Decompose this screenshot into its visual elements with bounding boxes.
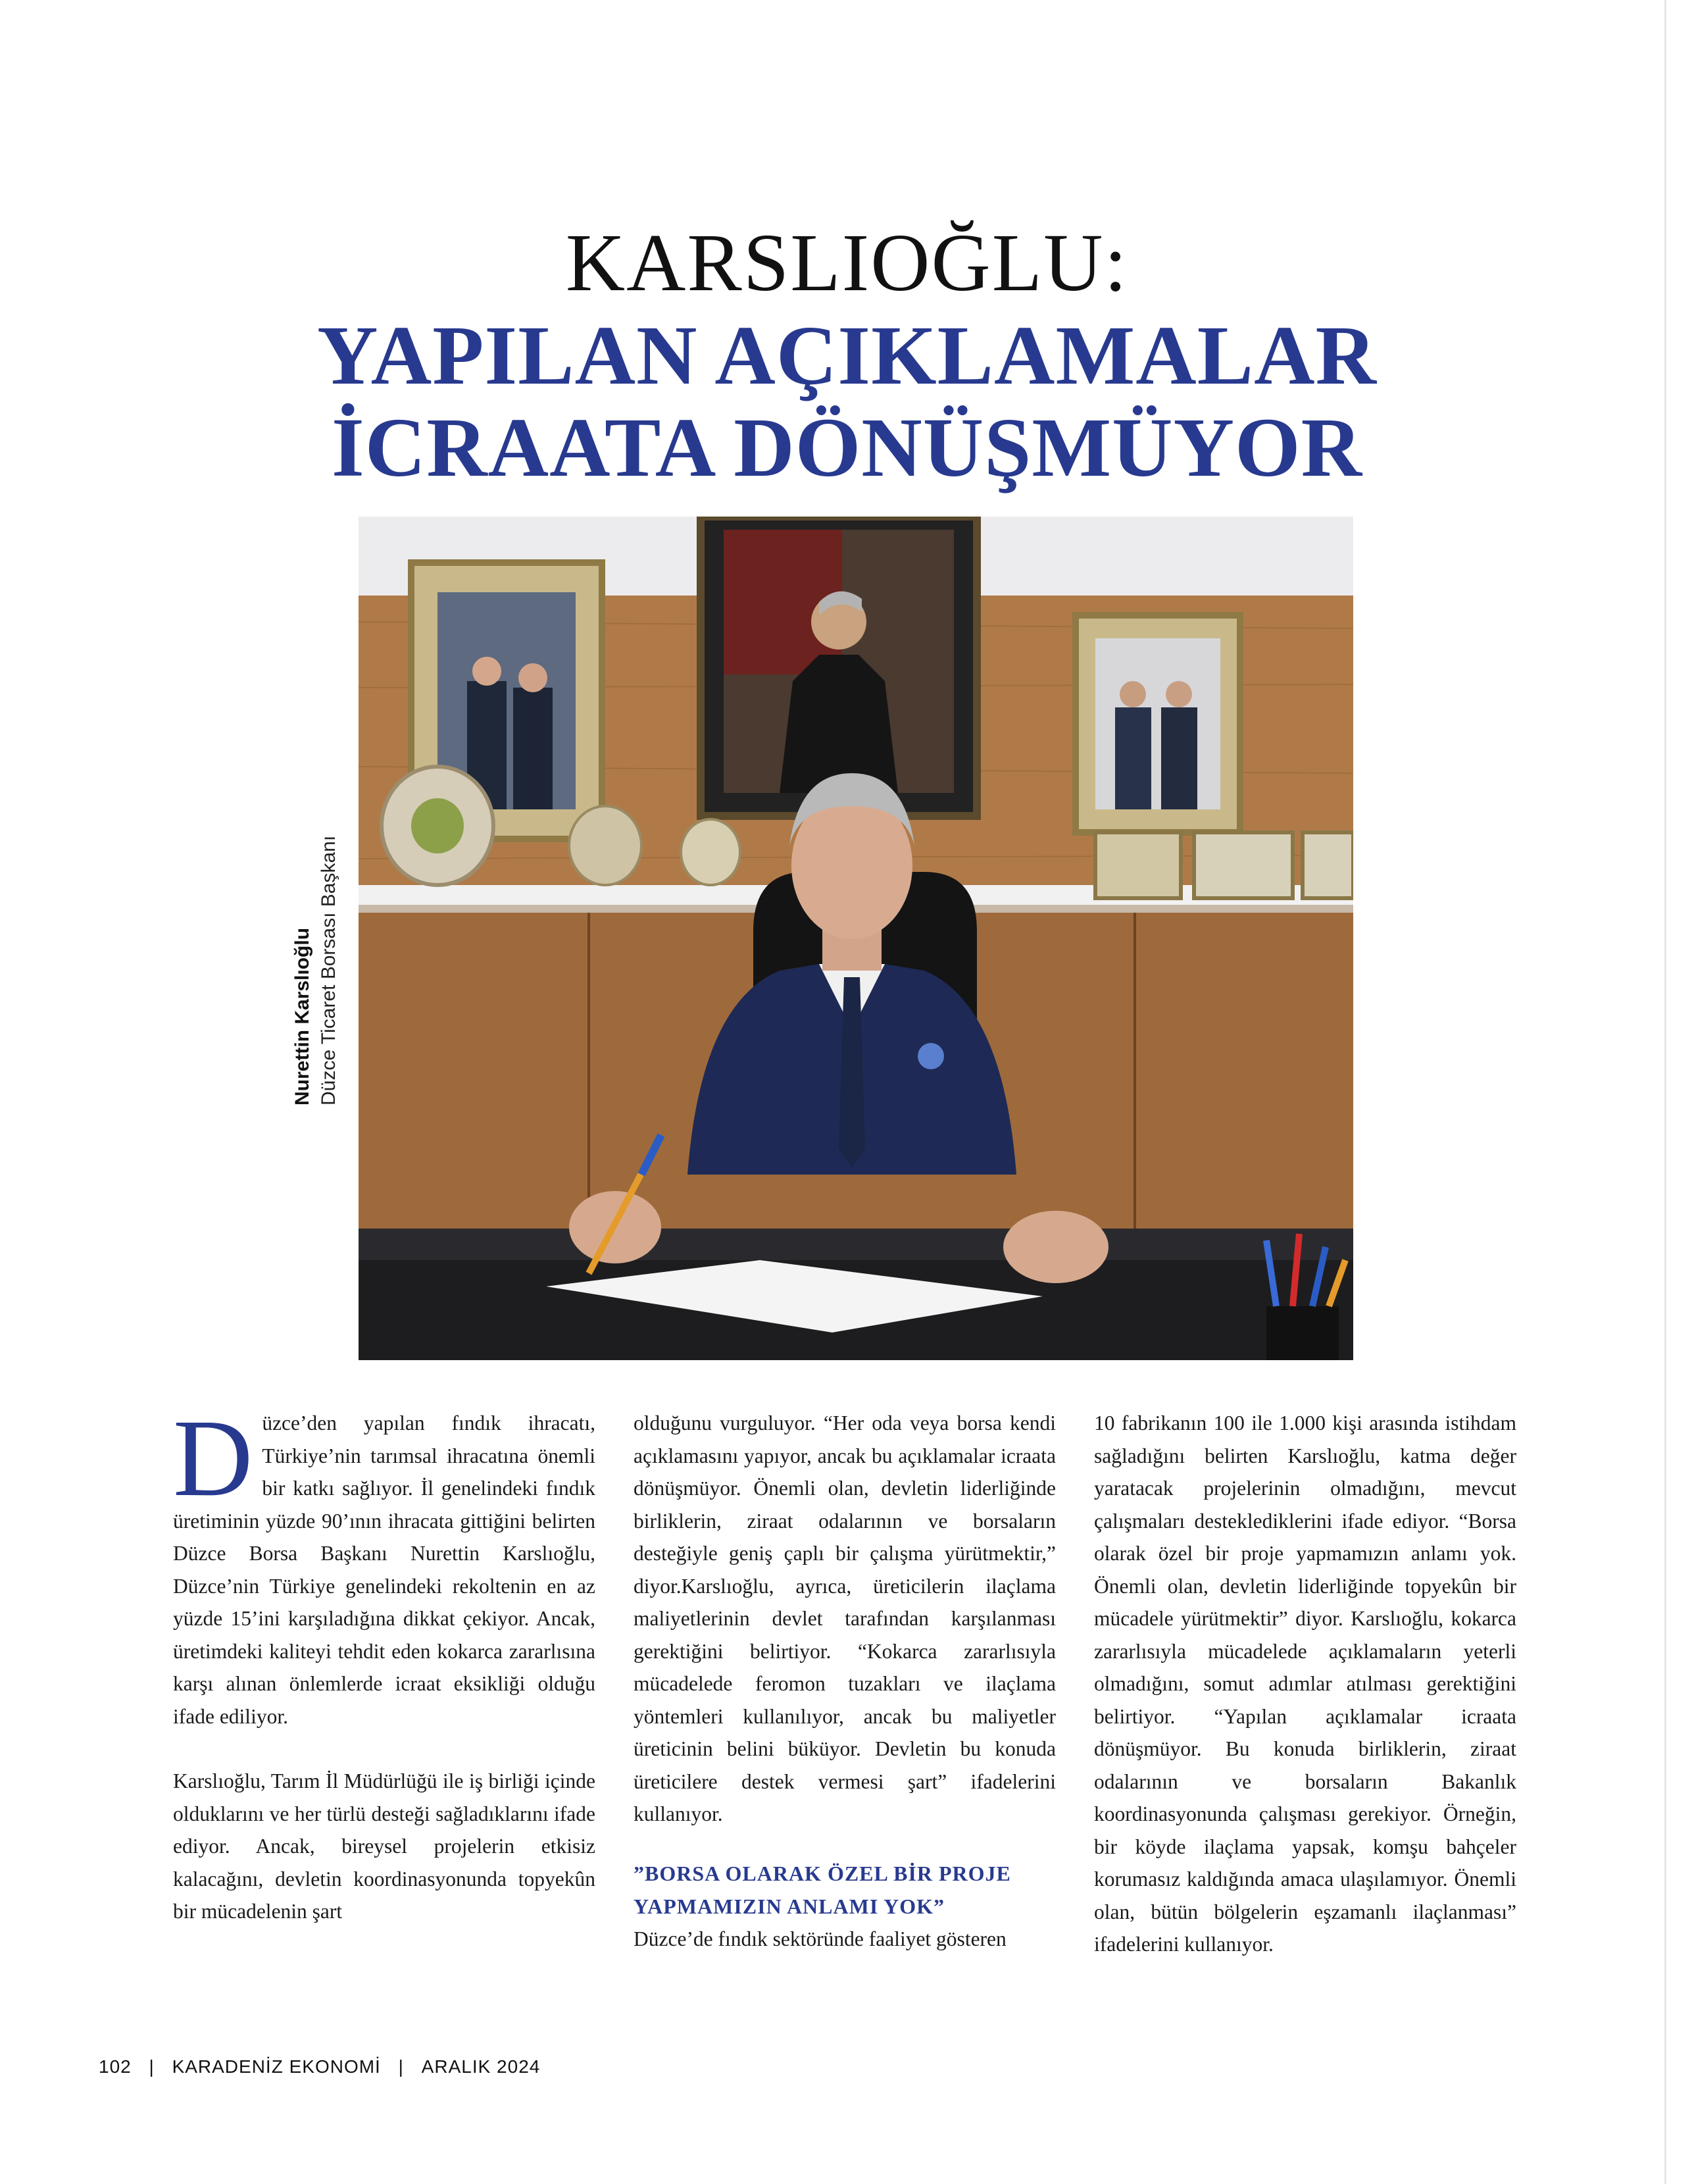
footer-separator: | — [149, 2056, 155, 2077]
portrait-photo — [359, 517, 1353, 1360]
footer-separator: | — [398, 2056, 404, 2077]
body-column-1 — [173, 1397, 595, 1928]
body-column-2 — [634, 1407, 1056, 1955]
caption-role: Düzce Ticaret Borsası Başkanı — [318, 835, 339, 1105]
paragraph: Karslıoğlu, Tarım İl Müdürlüğü ile iş birliği içinde olduklarını ve her türlü desteği sağladıklarını ifade ediyor. Ancak, bireysel projelerin etkisiz kalacağını, devletin koordinasyonunda topyekûn bir mücadelenin şart — [173, 1769, 595, 1923]
page-number: 102 — [99, 2056, 132, 2077]
photo-caption — [289, 737, 342, 1105]
title-line-2: YAPILAN AÇIKLAMALAR — [317, 309, 1377, 402]
body-column-3 — [1094, 1407, 1516, 1961]
paragraph: olduğunu vurguluyor. “Her oda veya borsa kendi açıklamasını yapıyor, ancak bu açıklamalar icraata dönüşmüyor. Önemli olan, devletin liderliğinde birliklerin, ziraat odalarının ve borsaların desteğiyle geniş çaplı bir çalışma yürütmektir,” diyor.Karslıoğlu, ayrıca, üreticilerin ilaçlama maliyetlerinin devlet tarafından karşılanması gerektiğini belirtiyor. “Kokarca zararlısıyla mücadelede feromon tuzakları ve ilaçlama yöntemleri kullanılıyor, ancak bu maliyetler üreticinin belini büküyor. Devletin bu konuda üreticilere destek vermesi şart” ifadelerini kullanıyor. — [634, 1411, 1056, 1825]
office-scene-illustration — [359, 517, 1353, 1360]
drop-cap: D — [173, 1397, 253, 1519]
paragraph: Düzce’de fındık sektöründe faaliyet gösteren — [634, 1927, 1007, 1950]
article-title — [0, 217, 1694, 494]
paragraph: 10 fabrikanın 100 ile 1.000 kişi arasında istihdam sağladığını belirten Karslıoğlu, katma değer yaratacak projelerinin olmadığını, mevcut çalışmaları desteklediklerini ifade ediyor. “Borsa olarak özel bir proje yapmamızın anlamı yok. Önemli olan, devletin liderliğinde topyekûn bir mücadele yürütmektir” diyor. Karslıoğlu, kokarca zararlısıyla mücadelede açıklamaların yeterli olmadığını, somut adımlar atılması gerektiğini belirtiyor. “Yapılan açıklamalar icraata dönüşmüyor. Bu konuda birliklerin, ziraat odalarının ve borsaların Bakanlık koordinasyonunda çalışması gerekiyor. Örneğin, bir köyde ilaçlama yapsak, komşu bahçeler korumasız kaldığında amaca ulaşılamıyor. Önemli olan, bütün bölgelerin eşzamanlı ilaçlanması” ifadelerini kullanıyor. — [1094, 1411, 1516, 1956]
title-line-3: İCRAATA DÖNÜŞMÜYOR — [331, 401, 1363, 494]
magazine-name: KARADENİZ EKONOMİ — [172, 2056, 381, 2077]
page-footer — [99, 2056, 540, 2077]
caption-name: Nurettin Karslıoğlu — [291, 927, 313, 1105]
issue-date: ARALIK 2024 — [421, 2056, 541, 2077]
section-subheading: ”BORSA OLARAK ÖZEL BİR PROJE YAPMAMIZIN ANLAMI YOK” — [634, 1861, 1011, 1918]
title-line-1: KARSLIOĞLU: — [565, 218, 1129, 309]
paragraph — [173, 1397, 595, 1733]
paragraph-text: üzce’den yapılan fındık ihracatı, Türkiye’nin tarımsal ihracatına önemli bir katkı sağlıyor. İl genelindeki fındık üretiminin yüzde 90’ının ihracata gittiğini belirten Düzce Borsa Başkanı Nurettin Karslıoğlu, Düzce’nin Türkiye genelindeki rekoltenin en az yüzde 15’ini karşıladığına dikkat çekiyor. Ancak, üretimdeki kaliteyi tehdit eden kokarca zararlısına karşı alınan önlemlerde icraat eksikliği olduğu ifade ediliyor. — [173, 1411, 595, 1728]
